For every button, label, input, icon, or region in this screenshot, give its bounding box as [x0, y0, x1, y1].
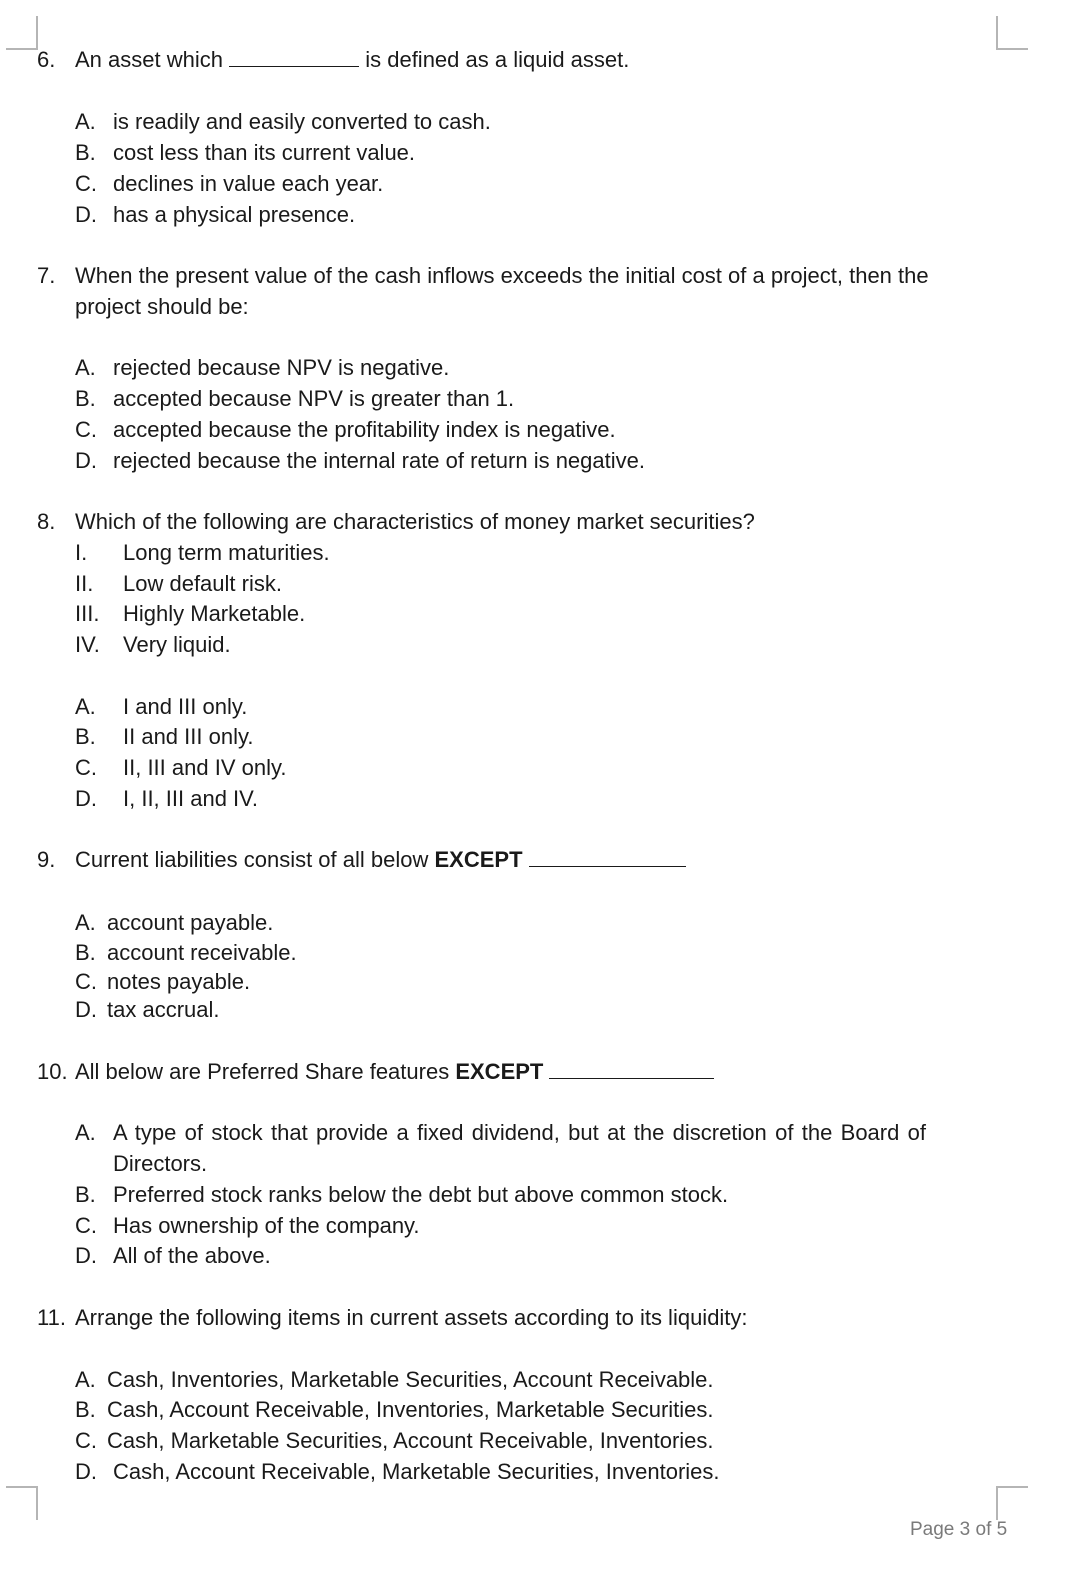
option-letter: C. [75, 1213, 97, 1238]
option-text: Cash, Marketable Securities, Account Receivable, Inventories. [107, 1428, 714, 1453]
option-text: II, III and IV only. [123, 755, 287, 780]
option-text: has a physical presence. [113, 202, 356, 227]
question-text-cont: is defined as a liquid asset. [365, 47, 630, 72]
option-letter: C. [75, 969, 97, 994]
option-text: Has ownership of the company. [113, 1213, 420, 1238]
option-letter: D. [75, 997, 97, 1022]
roman-item-text: Very liquid. [123, 632, 231, 657]
answer-blank [229, 48, 359, 67]
question-number: 6. [37, 47, 56, 72]
option-letter: C. [75, 171, 97, 196]
roman-item-text: Low default risk. [123, 571, 282, 596]
answer-blank [549, 1060, 714, 1079]
corner-mark-bottom-right [996, 1486, 1028, 1520]
roman-numeral: II. [75, 571, 94, 596]
option-text: All of the above. [113, 1243, 271, 1268]
question-text-cont: project should be: [75, 294, 249, 319]
option-text: II and III only. [123, 724, 254, 749]
question-text: An asset which [75, 47, 223, 72]
option-letter: D. [75, 1243, 97, 1268]
option-text: Cash, Account Receivable, Marketable Securities, Inventories. [113, 1459, 720, 1484]
option-letter: D. [75, 202, 97, 227]
except-keyword: EXCEPT [434, 847, 523, 872]
option-letter: C. [75, 417, 97, 442]
option-letter: D. [75, 448, 97, 473]
option-text: accepted because the profitability index is negative. [113, 417, 616, 442]
option-letter: B. [75, 724, 96, 749]
page-number: Page 3 of 5 [910, 1519, 1008, 1540]
roman-numeral: III. [75, 601, 100, 626]
option-letter: A. [75, 355, 96, 380]
except-keyword: EXCEPT [455, 1059, 544, 1084]
question-text: Current liabilities consist of all below [75, 847, 429, 872]
roman-item-text: Long term maturities. [123, 540, 330, 565]
option-letter: C. [75, 755, 97, 780]
question-text: When the present value of the cash inflows exceeds the initial cost of a project, then the [75, 263, 929, 288]
option-letter: D. [75, 786, 97, 811]
option-letter: A. [75, 1367, 96, 1392]
option-text: account receivable. [107, 940, 297, 965]
option-text: is readily and easily converted to cash. [113, 109, 491, 134]
option-letter: B. [75, 1397, 96, 1422]
option-text-cont: Directors. [113, 1151, 208, 1176]
option-text: Cash, Inventories, Marketable Securities, Account Receivable. [107, 1367, 714, 1392]
option-text: accepted because NPV is greater than 1. [113, 386, 515, 411]
roman-numeral: IV. [75, 632, 100, 657]
question-number: 7. [37, 263, 56, 288]
option-text: notes payable. [107, 969, 251, 994]
option-text: Cash, Account Receivable, Inventories, Marketable Securities. [107, 1397, 714, 1422]
option-letter: D. [75, 1459, 97, 1484]
roman-numeral: I. [75, 540, 88, 565]
option-text: tax accrual. [107, 997, 220, 1022]
corner-mark-top-left [6, 16, 38, 50]
question-number: 11. [37, 1305, 66, 1330]
option-text: cost less than its current value. [113, 140, 416, 165]
option-text: I and III only. [123, 694, 248, 719]
question-number: 10. [37, 1059, 68, 1084]
option-text: rejected because the internal rate of return is negative. [113, 448, 645, 473]
question-number: 8. [37, 509, 56, 534]
corner-mark-bottom-left [6, 1486, 38, 1520]
option-text: account payable. [107, 910, 274, 935]
option-text: declines in value each year. [113, 171, 384, 196]
option-text: I, II, III and IV. [123, 786, 258, 811]
option-text: A type of stock that provide a fixed dividend, but at the discretion of the Board of [113, 1120, 927, 1145]
option-letter: B. [75, 140, 96, 165]
question-text: Arrange the following items in current assets according to its liquidity: [75, 1305, 748, 1330]
answer-blank [529, 848, 686, 867]
corner-mark-top-right [996, 16, 1028, 50]
question-number: 9. [37, 847, 56, 872]
option-text: rejected because NPV is negative. [113, 355, 450, 380]
option-letter: C. [75, 1428, 97, 1453]
option-letter: B. [75, 1182, 96, 1207]
roman-item-text: Highly Marketable. [123, 601, 306, 626]
option-text: Preferred stock ranks below the debt but above common stock. [113, 1182, 729, 1207]
option-letter: A. [75, 910, 96, 935]
question-text: All below are Preferred Share features [75, 1059, 450, 1084]
option-letter: A. [75, 694, 96, 719]
question-text: Which of the following are characteristics of money market securities? [75, 509, 755, 534]
option-letter: A. [75, 109, 96, 134]
option-letter: A. [75, 1120, 96, 1145]
option-letter: B. [75, 386, 96, 411]
option-letter: B. [75, 940, 96, 965]
